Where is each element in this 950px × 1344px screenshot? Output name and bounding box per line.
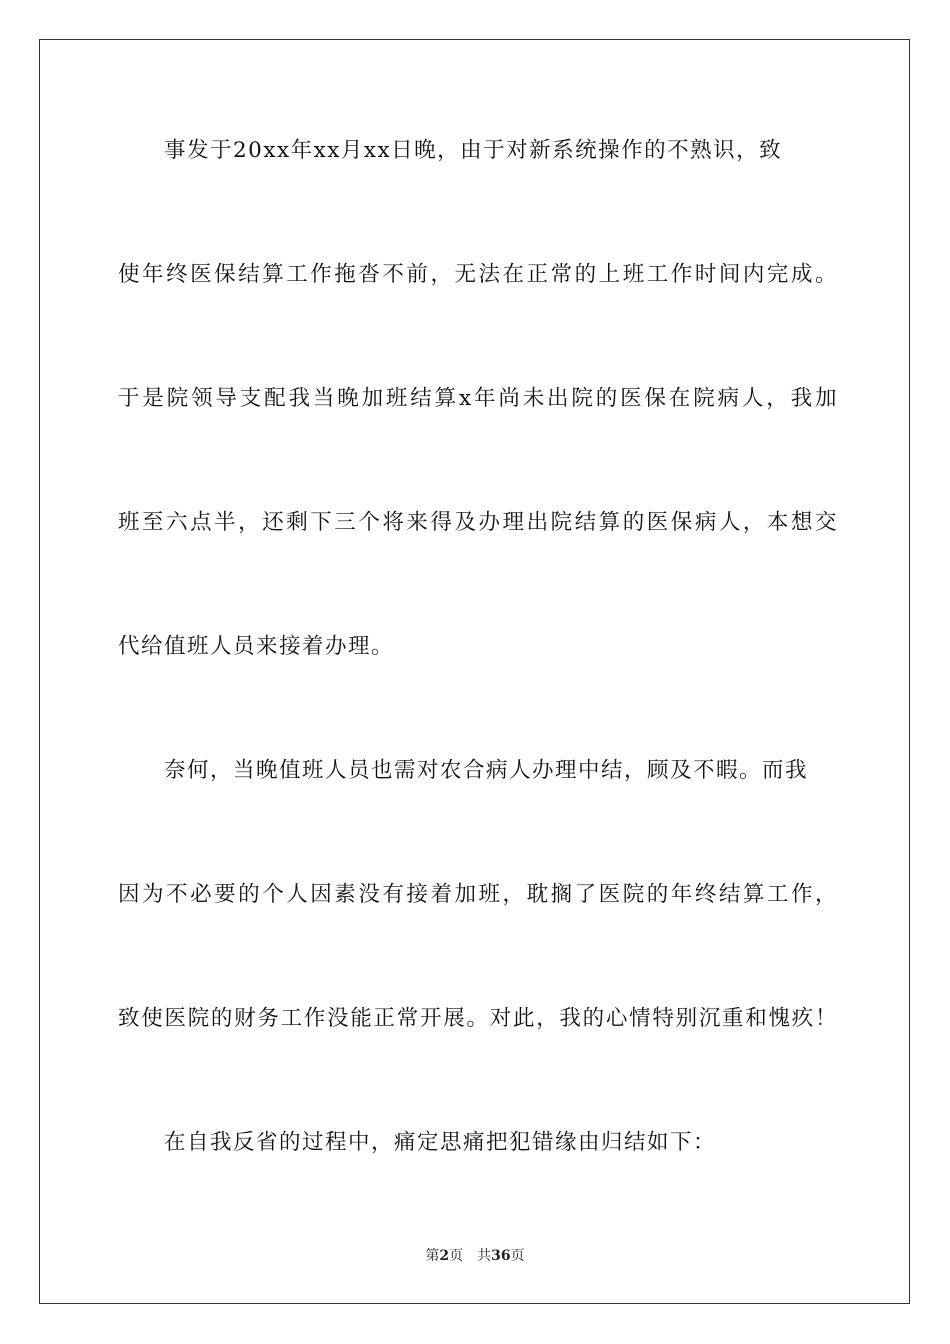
page-suffix: 页	[449, 1248, 464, 1264]
paragraph-3-line-1: 在自我反省的过程中，痛定思痛把犯错缘由归结如下：	[164, 1130, 717, 1155]
paragraph-2-line-3: 致使医院的财务工作没能正常开展。对此，我的心情特别沉重和愧疚！	[118, 1006, 838, 1031]
page-footer	[0, 1247, 950, 1265]
paragraph-2-line-1: 奈何，当晚值班人员也需对农合病人办理中结，顾及不暇。而我	[164, 758, 809, 783]
paragraph-1-line-2: 使年终医保结算工作拖沓不前，无法在正常的上班工作时间内完成。	[118, 262, 838, 287]
total-prefix: 共	[477, 1248, 492, 1264]
paragraph-1-line-1: 事发于20xx年xx月xx日晚，由于对新系统操作的不熟识，致	[164, 138, 783, 163]
total-pages: 36	[491, 1248, 511, 1264]
paragraph-2-line-2: 因为不必要的个人因素没有接着加班，耽搁了医院的年终结算工作，	[118, 882, 838, 907]
paragraph-1-line-5: 代给值班人员来接着办理。	[118, 634, 395, 659]
page-number: 2	[439, 1248, 450, 1264]
page-border	[39, 39, 910, 1304]
paragraph-1-line-3: 于是院领导支配我当晚加班结算x年尚未出院的医保在院病人，我加	[118, 386, 838, 411]
page-prefix: 第	[425, 1248, 440, 1264]
paragraph-1-line-4: 班至六点半，还剩下三个将来得及办理出院结算的医保病人，本想交	[118, 510, 838, 535]
total-suffix: 页	[510, 1248, 525, 1264]
